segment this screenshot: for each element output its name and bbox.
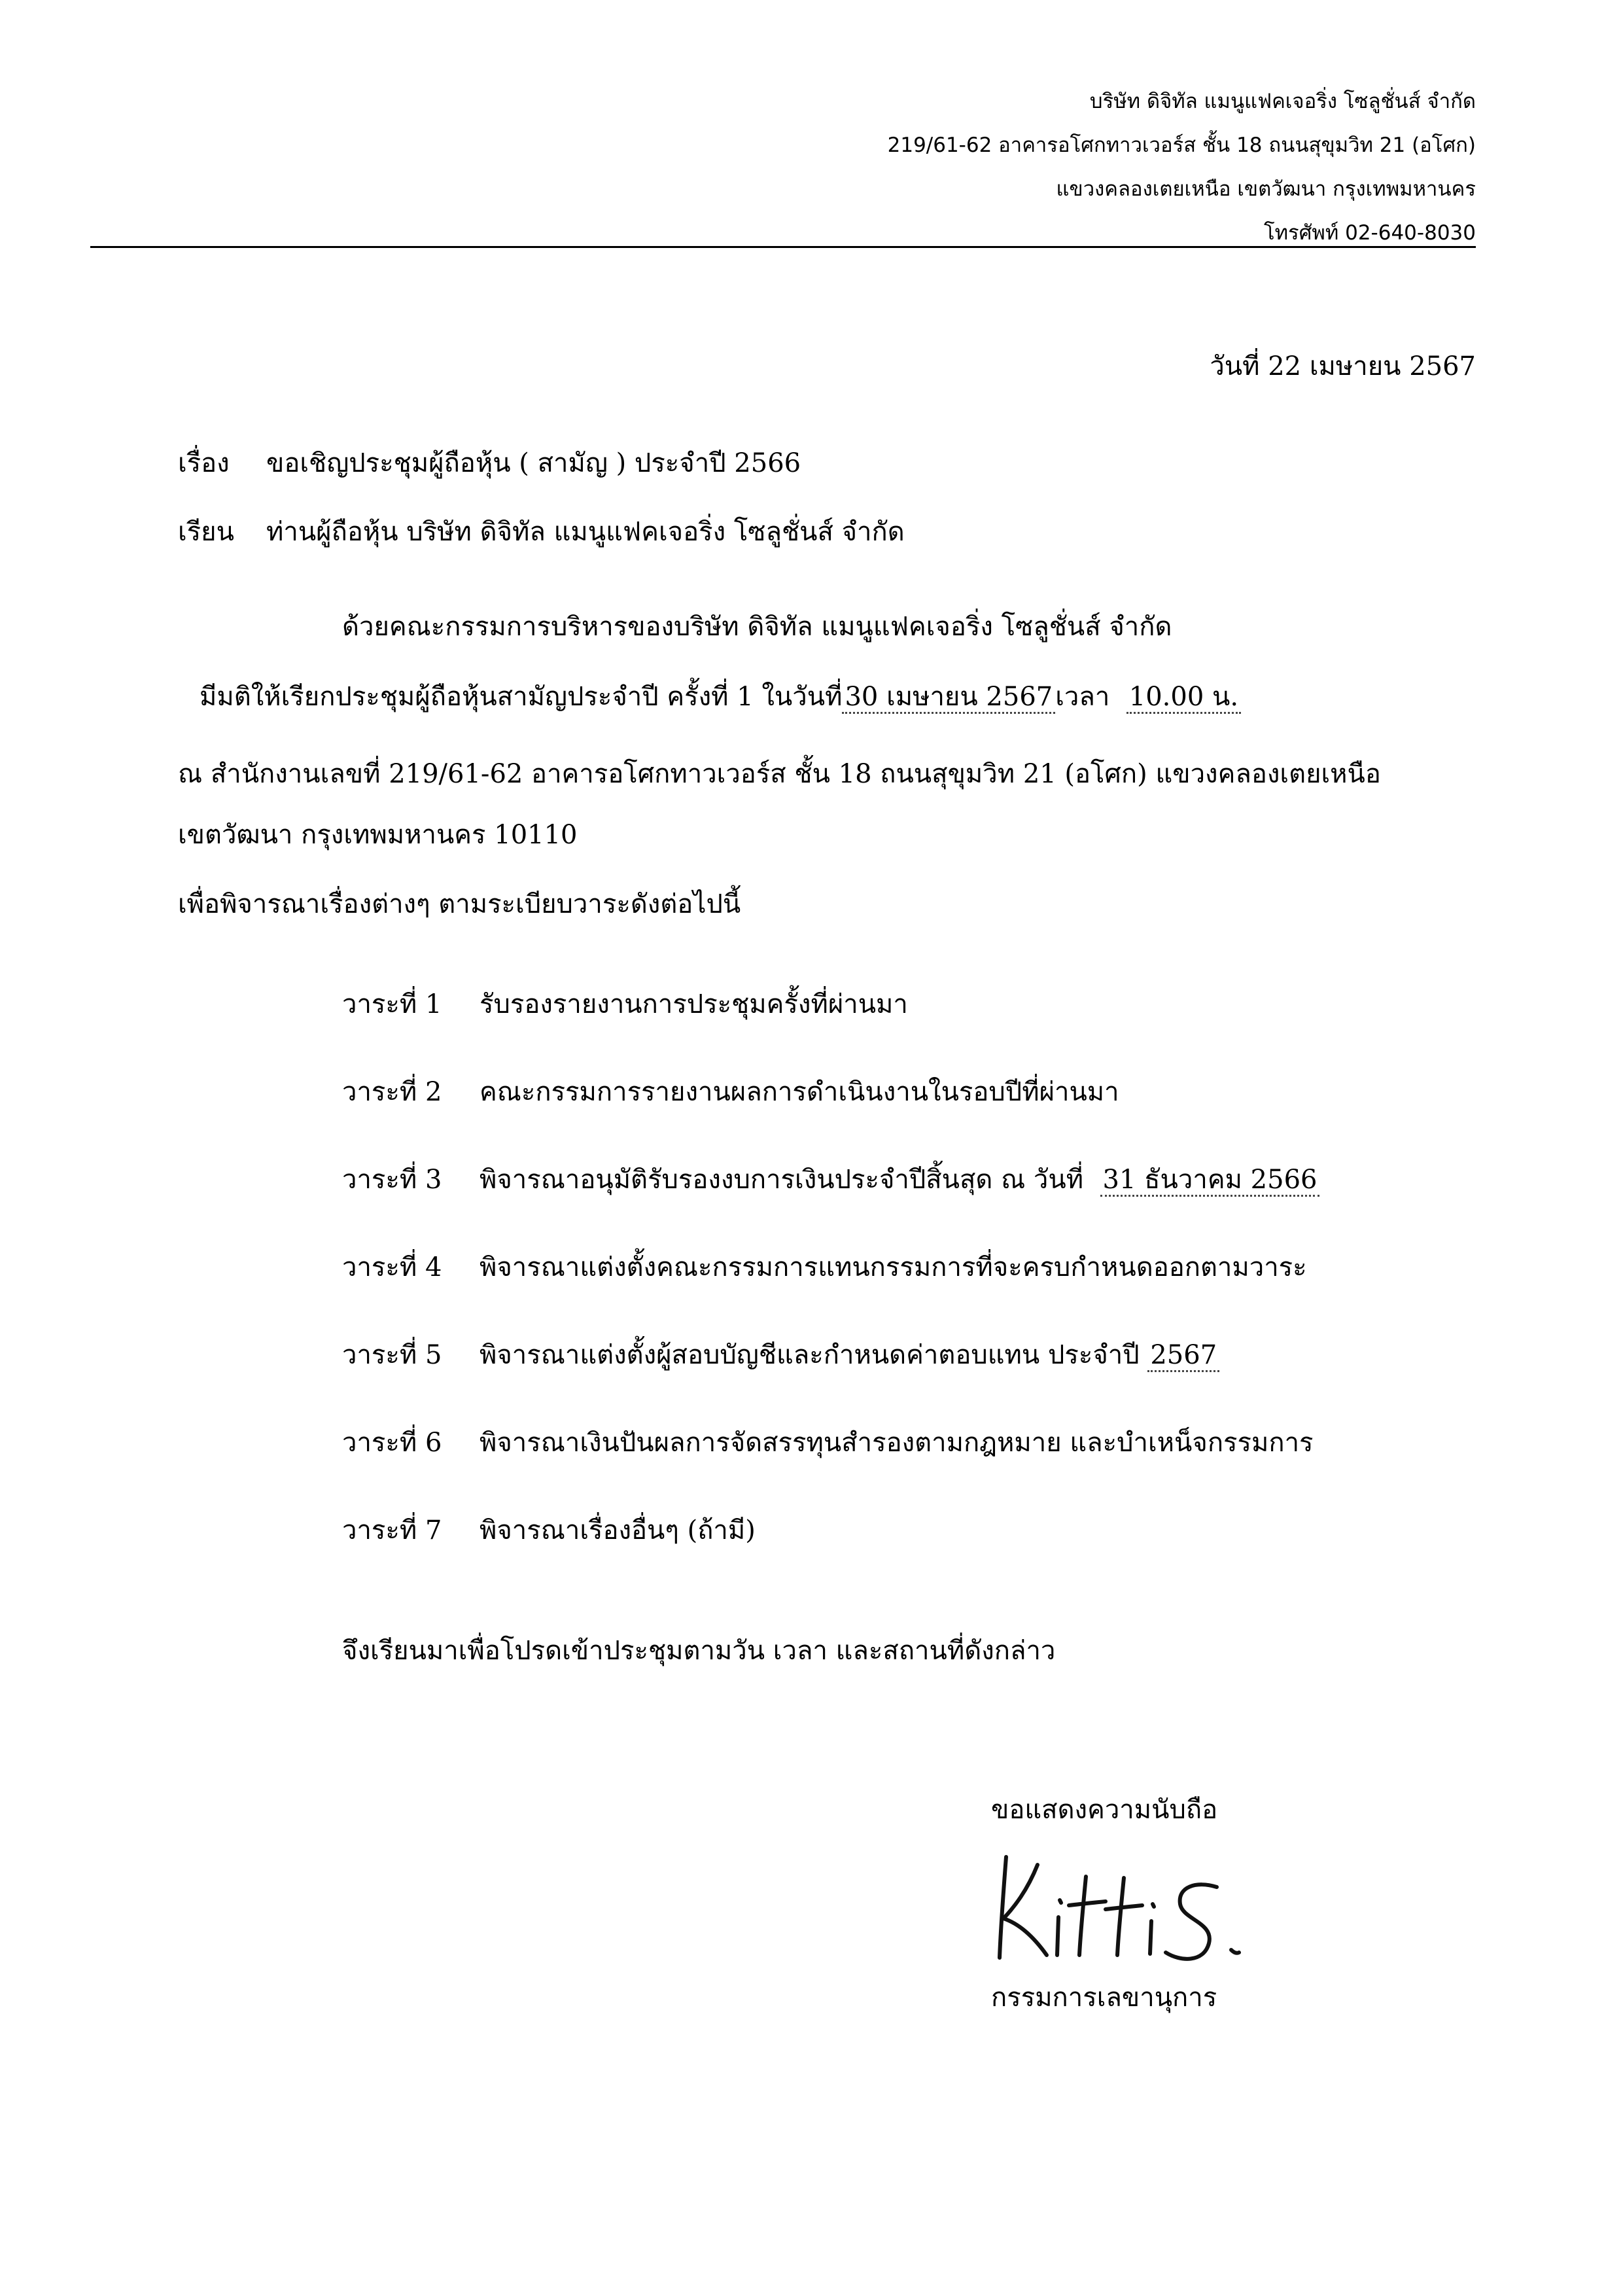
agenda-item <box>342 1421 1314 1463</box>
recipient-text: ท่านผู้ถือหุ้น บริษัท ดิจิทัล แมนูแฟคเจอริ่ง โซลูชั่นส์ จำกัด <box>266 517 905 547</box>
subject-label: เรื่อง <box>178 448 230 478</box>
agenda-text: พิจารณาอนุมัติรับรองงบการเงินประจำปีสิ้นสุด ณ วันที่ <box>480 1165 1084 1195</box>
agenda-text: รับรองรายงานการประชุมครั้งที่ผ่านมา <box>480 989 908 1019</box>
closing-line: จึงเรียนมาเพื่อโปรดเข้าประชุมตามวัน เวลา และสถานที่ดังกล่าว <box>342 1636 1056 1666</box>
company-address-line-1: 219/61-62 อาคารอโศกทาวเวอร์ส ชั้น 18 ถนนสุขุมวิท 21 (อโศก) <box>887 133 1476 157</box>
agenda-number: วาระที่ 1 <box>342 989 442 1019</box>
letterhead <box>888 80 1476 255</box>
agenda-text: พิจารณาแต่งตั้งผู้สอบบัญชีและกำหนดค่าตอบแทน ประจำปี <box>480 1340 1140 1370</box>
body-line-2 <box>200 675 1241 717</box>
agenda-number: วาระที่ 6 <box>342 1428 442 1458</box>
body-line-5: เพื่อพิจารณาเรื่องต่างๆ ตามระเบียบวาระดังต่อไปนี้ <box>178 889 741 919</box>
subject-text: ขอเชิญประชุมผู้ถือหุ้น ( สามัญ ) ประจำปี 2566 <box>266 448 801 478</box>
agenda-text: พิจารณาเรื่องอื่นๆ (ถ้ามี) <box>480 1515 756 1545</box>
agenda-number: วาระที่ 2 <box>342 1077 442 1107</box>
agenda-item <box>342 1070 1119 1112</box>
company-phone: โทรศัพท์ 02-640-8030 <box>1263 221 1476 245</box>
resolution-text: มีมติให้เรียกประชุมผู้ถือหุ้นสามัญประจำปี ครั้งที่ 1 ในวันที่ <box>200 682 843 712</box>
recipient-line <box>178 510 905 552</box>
company-address-line-2: แขวงคลองเตยเหนือ เขตวัฒนา กรุงเทพมหานคร <box>1056 177 1476 201</box>
handwritten-signature <box>988 1845 1263 1969</box>
sign-off-regards: ขอแสดงความนับถือ <box>991 1795 1218 1825</box>
signatory-position: กรรมการเลขานุการ <box>991 1983 1217 2013</box>
agenda-fill-value: 31 ธันวาคม 2566 <box>1100 1165 1320 1197</box>
agenda-number: วาระที่ 4 <box>342 1252 442 1282</box>
agenda-item <box>342 1333 1219 1375</box>
agenda-fill-value: 2567 <box>1147 1340 1219 1372</box>
body-line-4: เขตวัฒนา กรุงเทพมหานคร 10110 <box>178 820 578 850</box>
letter-date: วันที่ 22 เมษายน 2567 <box>1210 351 1476 381</box>
recipient-label: เรียน <box>178 517 234 547</box>
agenda-item <box>342 1246 1307 1288</box>
agenda-item <box>342 1509 756 1551</box>
time-label: เวลา <box>1055 682 1110 712</box>
body-line-1: ด้วยคณะกรรมการบริหารของบริษัท ดิจิทัล แมนูแฟคเจอริ่ง โซลูชั่นส์ จำกัด <box>342 612 1172 642</box>
meeting-date: 30 เมษายน 2567 <box>842 682 1055 714</box>
agenda-number: วาระที่ 3 <box>342 1165 442 1195</box>
agenda-text: พิจารณาแต่งตั้งคณะกรรมการแทนกรรมการที่จะครบกำหนดออกตามวาระ <box>480 1252 1307 1282</box>
subject-line <box>178 442 801 484</box>
agenda-item <box>342 1158 1319 1200</box>
meeting-time: 10.00 น. <box>1126 682 1241 714</box>
agenda-number: วาระที่ 7 <box>342 1515 442 1545</box>
agenda-item <box>342 983 908 1025</box>
header-divider <box>90 246 1476 248</box>
agenda-number: วาระที่ 5 <box>342 1340 442 1370</box>
agenda-text: พิจารณาเงินปันผลการจัดสรรทุนสำรองตามกฎหมาย และบำเหน็จกรรมการ <box>480 1428 1314 1458</box>
company-name: บริษัท ดิจิทัล แมนูแฟคเจอริ่ง โซลูชั่นส์ จำกัด <box>1089 90 1476 113</box>
body-line-3: ณ สำนักงานเลขที่ 219/61-62 อาคารอโศกทาวเวอร์ส ชั้น 18 ถนนสุขุมวิท 21 (อโศก) แขวงคลองเตยเหนือ <box>178 759 1381 789</box>
agenda-text: คณะกรรมการรายงานผลการดำเนินงานในรอบปีที่ผ่านมา <box>480 1077 1119 1107</box>
